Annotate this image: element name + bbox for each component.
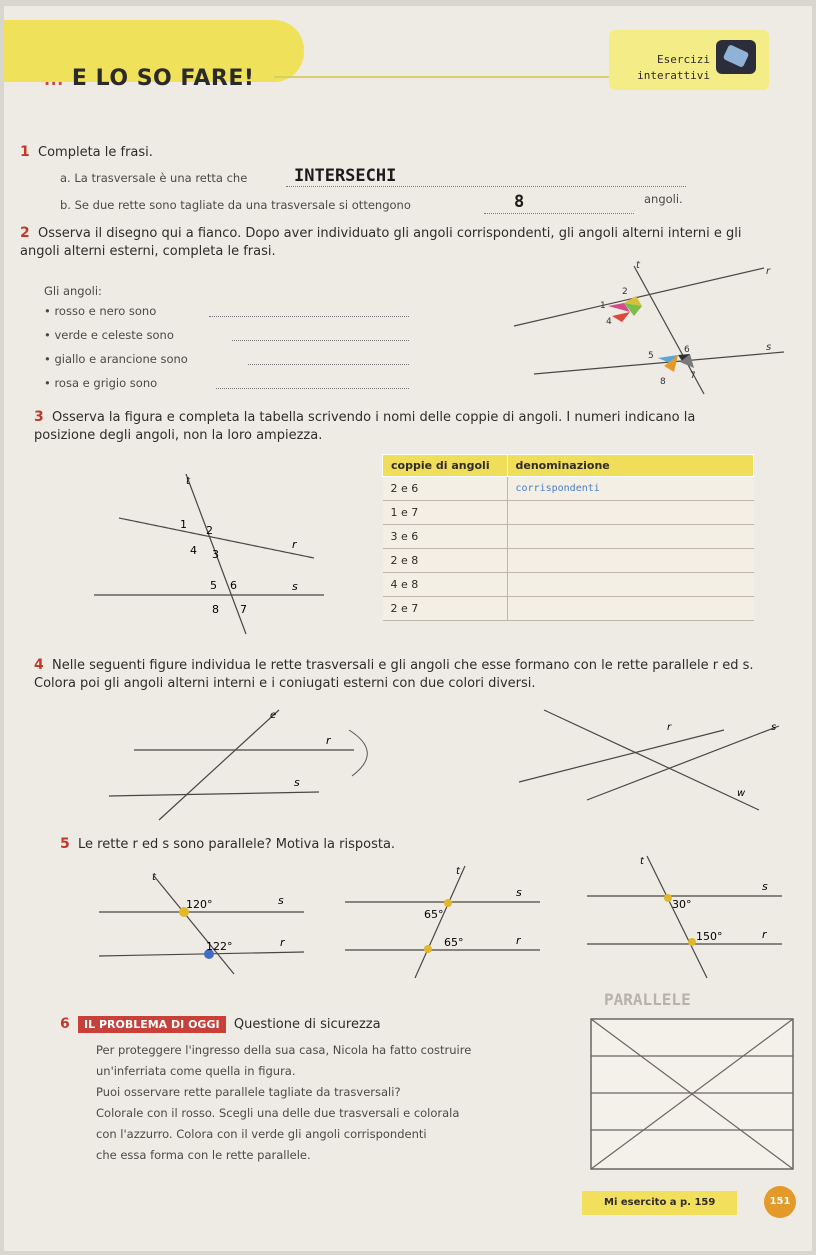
ex3-col-name: denominazione [507,455,754,477]
ex2-heading [20,224,750,261]
ex6-title: Questione di sicurezza [233,1017,381,1032]
ex4-figure-b [509,700,789,820]
ex6-line: che essa forma con le rette parallele. [96,1148,311,1162]
ex2-answer-line[interactable] [248,350,409,365]
ex2-fig-r: r [766,266,771,277]
ex5-2-s: s [516,886,522,899]
ex5-1-t: t [152,872,156,883]
ex3-fig-n5: 5 [210,579,217,592]
ex3-number: 3 [34,409,44,425]
ex3-table [382,454,754,621]
ex3-pair: 2 e 8 [383,549,508,573]
ex3-fig-n1: 1 [180,518,187,531]
ex3-pair: 2 e 6 [383,477,508,501]
ex6-badge: IL PROBLEMA DI OGGI [78,1016,226,1033]
practice-link-text: Mi esercito a p. 159 [604,1197,716,1208]
page-number: 151 [764,1186,796,1218]
ex6-line: Per proteggere l'ingresso della sua casa, Nicola ha fatto costruire [96,1043,472,1057]
ex3-figure [84,462,334,642]
ex3-answer[interactable] [507,597,754,621]
ex4-prompt: Nelle seguenti figure individua le rette trasversali e gli angoli che esse formano con le rette parallele r ed s. Colora poi gli angoli alterni interni e i coniugati esterni con due colori diversi. [34,658,754,691]
ex3-answer[interactable] [507,501,754,525]
ex2-item: • giallo e arancione sono [44,352,188,366]
ex1-b-answer-line[interactable] [484,199,634,214]
ex1-number: 1 [20,144,30,160]
ex1-a [60,171,247,185]
ex3-fig-n3: 3 [212,548,219,561]
table-row [383,573,754,597]
ex2-item: • verde e celeste sono [44,328,174,342]
ex6-line: con l'azzurro. Colora con il verde gli angoli corrispondenti [96,1127,427,1141]
ex5-2-t: t [456,866,460,877]
ex3-fig-s: s [292,580,298,593]
ex5-2-r: r [516,934,521,947]
ex2-item: • rosso e nero sono [44,304,156,318]
ex6-line: Colorale con il rosso. Scegli una delle due trasversali e colorala [96,1106,460,1120]
table-row [383,477,754,501]
ex5-3-s: s [762,880,768,893]
ex2-fig-t: t [636,260,640,271]
ex3-answer[interactable]: corrispondenti [507,477,754,501]
ex3-fig-r: r [292,538,297,551]
ex2-fig-n6: 6 [684,345,690,355]
ex2-number: 2 [20,225,30,241]
ex2-fig-n8: 8 [660,377,666,387]
ex5-number: 5 [60,836,70,852]
ex2-fig-n5: 5 [648,351,654,361]
ex4-figure-a [94,700,394,830]
ex2-intro: Gli angoli: [44,284,102,298]
ex3-fig-n2: 2 [206,524,213,537]
ex5-1-s: s [278,894,284,907]
ex3-fig-n4: 4 [190,544,197,557]
ex4a-r: r [326,734,331,747]
ex1-a-text: a. La trasversale è una retta che [60,171,248,185]
ex5-3-r: r [762,928,767,941]
ex3-heading [34,408,754,445]
ex5-3-a1: 30° [672,898,692,911]
table-row [383,501,754,525]
ex5-heading [60,836,395,852]
ex2-fig-s: s [766,342,772,353]
ex2-item: • rosa e grigio sono [44,376,157,390]
ex3-answer[interactable] [507,573,754,597]
ex4a-e: e [270,710,277,721]
ex3-col-pairs: coppie di angoli [383,455,508,477]
ex3-answer[interactable] [507,525,754,549]
ex5-3-t: t [640,856,644,867]
ex-label-line2: interattivi [637,69,710,82]
ex4b-r: r [667,722,672,733]
ex5-2-a1: 65° [424,908,444,921]
ex2-fig-n7: 7 [690,371,696,381]
ex6-text [96,1040,471,1166]
ex3-pair: 2 e 7 [383,597,508,621]
ex2-figure [504,258,794,398]
ex3-fig-n7: 7 [240,603,247,616]
ex3-answer[interactable] [507,549,754,573]
header-rule [274,76,614,78]
ex6-line: un'inferriata come quella in figura. [96,1064,296,1078]
ex2-fig-n4: 4 [606,317,612,327]
ex1-prompt: Completa le frasi. [38,145,153,160]
ex4-number: 4 [34,657,44,673]
ex6-heading [60,1016,381,1032]
ex3-pair: 4 e 8 [383,573,508,597]
ex3-prompt: Osserva la figura e completa la tabella scrivendo i nomi delle coppie di angoli. I numeri indicano la posizione degli angoli, non la loro ampiezza. [34,410,696,443]
ex5-handnote: PARALLELE [604,990,691,1009]
ex3-pair: 3 e 6 [383,525,508,549]
ex-label-line1: Esercizi [657,53,710,66]
ex5-prompt: Le rette r ed s sono parallele? Motiva la risposta. [78,837,396,852]
ex3-fig-t: t [186,476,190,487]
ex5-3-a2: 150° [696,930,723,943]
practice-link[interactable] [582,1191,737,1215]
ex5-figure-1 [94,866,314,976]
ex2-answer-line[interactable] [216,374,409,389]
ex1-b-answer: 8 [514,192,525,212]
ex4b-w: w [737,788,746,799]
ex5-figure-2 [340,862,550,982]
ex4a-s: s [294,776,300,789]
ex5-1-a2: 122° [206,940,233,953]
ex2-fig-n1: 1 [600,301,606,311]
workbook-page [4,6,812,1251]
title-text: E LO SO FARE! [71,66,255,91]
table-row [383,525,754,549]
ex5-2-a2: 65° [444,936,464,949]
table-row [383,549,754,573]
ex5-1-r: r [280,936,285,949]
ex1-heading [20,144,153,160]
title-dots: ... [44,70,64,89]
ex2-answer-line[interactable] [232,326,409,341]
table-row [383,597,754,621]
ex4b-s: s [771,722,777,733]
ex6-railing-figure [590,1018,794,1170]
ex3-fig-n8: 8 [212,603,219,616]
ex5-1-a1: 120° [186,898,213,911]
ex2-prompt: Osserva il disegno qui a fianco. Dopo aver individuato gli angoli corrispondenti, gli angoli alterni interni e gli angoli alterni esterni, completa le frasi. [20,226,742,259]
ex5-figure-3 [582,852,792,982]
ex4-heading [34,656,764,693]
section-title [44,66,254,91]
ex6-line: Puoi osservare rette parallele tagliate da trasversali? [96,1085,401,1099]
ex2-fig-n2: 2 [622,287,628,297]
tablet-icon[interactable] [716,40,756,74]
ex6-number: 6 [60,1016,70,1032]
ex2-answer-line[interactable] [209,302,409,317]
ex3-pair: 1 e 7 [383,501,508,525]
interactive-exercises-label[interactable] [622,52,710,84]
ex1-b-tail: angoli. [644,192,683,206]
ex3-fig-n6: 6 [230,579,237,592]
ex1-a-answer: INTERSECHI [294,166,397,186]
ex1-b-text: b. Se due rette sono tagliate da una trasversale si ottengono [60,198,411,212]
